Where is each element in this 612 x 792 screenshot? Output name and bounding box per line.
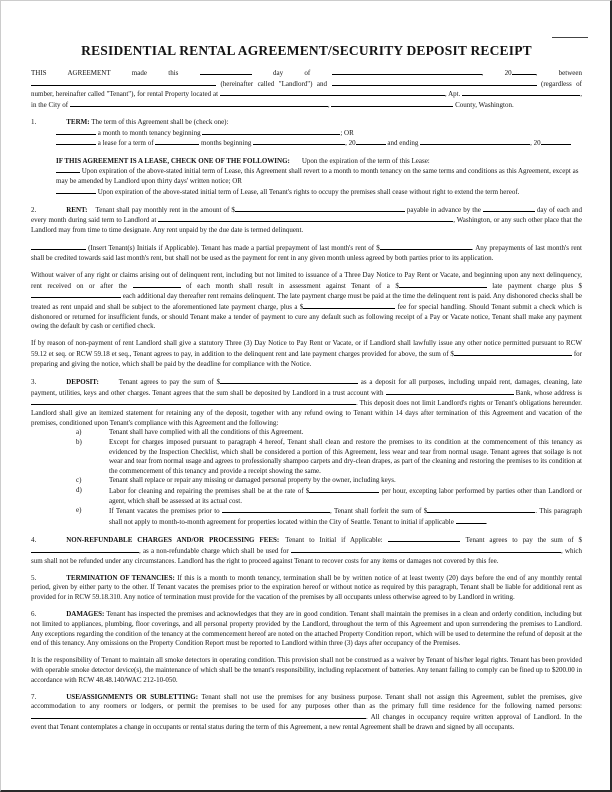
body-text: Bank, whose address is [513,388,582,397]
body-text: late payment charge plus $ [486,281,583,290]
body-text: Upon expiration of the above-stated initial term of Lease, all Tenant's rights to occupy the premises shall cease without right to extend the term hereof. [96,187,520,196]
blank-field [220,377,358,384]
item-letter: e) [76,506,82,515]
lettered-item [31,486,582,506]
item-text [109,428,582,438]
blank-field [56,187,96,194]
blank-field [454,349,572,356]
blank-field [332,79,537,86]
body-text: a month to month tenancy beginning [96,128,203,137]
body-text: Labor for cleaning and repairing the premises shall be at the rate of $ [109,487,310,496]
blank-field [56,166,80,173]
body-text: 5. [31,573,37,582]
document-body [31,68,582,732]
body-text: day of [251,69,332,77]
blank-field [399,281,487,288]
body-text: months beginning [199,139,254,148]
body-text: , in the City of [31,90,582,109]
body-text: Tenant shall pay monthly rent in the amount of $ [95,205,235,214]
blank-field [31,398,356,405]
blank-field [253,138,345,145]
body-text: and ending [385,139,421,148]
item-letter: d) [76,486,82,495]
paragraph [56,187,582,198]
blank-field [420,138,530,145]
blank-field [222,506,330,513]
body-text: Tenant has inspected the premises and acknowledges that they are in good condition. Tenant shall maintain the premises in a clean and orderly condition, including but not limited to appliances, plumbing, floor coverings, and all personal property provided by the Landlord, throughout the term of this Agreement and upon surrendering the premises to Landlord. Any exceptions regarding the condition of the tenancy at the commencement hereof are noted on the attached Property Condition report, which will be used to determine the refund of deposit at the end of this tenancy. Any omissions on the Property Condition Report must be reported to Landlord within three (3) days after occupancy of the Premises. [31,610,582,648]
body-text: . All changes in occupancy require written approval of Landlord. In the event that Tenant contemplates a change in occupants or rental status during the term of this Agreement, a new rental Agreement shall be drawn and signed by all occupants. [31,713,582,731]
scan-artifact-line [552,37,588,38]
item-text [109,476,582,486]
paragraph [56,166,582,186]
heading-text: IF THIS AGREEMENT IS A LEASE, CHECK ONE OF THE FOLLOWING: [56,156,290,165]
body-text: , as a non-refundable charge which shall be used for [139,546,291,555]
heading-text: DEPOSIT: [66,377,99,386]
body-text: If Tenant vacates the premises prior to [109,507,222,516]
paragraph [31,243,582,263]
heading-text: DAMAGES: [66,610,105,619]
body-text: If this is a month to month tenancy, termination shall be by written notice of at least twenty (20) days before the end of any monthly rental period, given by either party to the other. If Tenant vacates the premises prior to the expiration hereof or without notice as required by this paragraph, Tenant shall be liable for additional rent as provided for in RCW 59.18.310. Any notice of termination must provide for the vacation of the premises by all occupants unless otherwise agreed to by Landlord in writing. [31,573,582,602]
body-text: , Apt. [444,90,463,99]
item-letter: c) [76,476,82,485]
item-letter: a) [76,428,82,437]
body-text: per hour, excepting labor performed by parties other than Landlord or agent, which shall be assessed at its actual cost. [109,487,582,505]
body-text: fee for special handling. Should Tenant submit a check which is dishonored or returned for insufficient funds, or should Tenant make a tender of payment to cure any default such as following receipt of a Pay or Vacate notice, Tenant shall make any payment owing the default by cash or certified check. [31,302,582,331]
body-text: . This deposit does not limit Landlord's rights or Tenant's obligations hereunder. Landlord shall give an itemized statement for retaining any of the deposit, together with any refund owing to Tenant within 14 days after termination of this Agreement and vacation of the premises, conditioned upon Tenant's compliance with this Agreement and the following: [31,399,582,427]
item-letter: b) [76,437,82,446]
body-text: Upon the expiration of the term of this Lease: [301,156,430,165]
blank-field [31,243,86,250]
blank-field [158,215,453,222]
blank-field [56,128,96,135]
blank-field [332,68,482,75]
blank-field [133,281,181,288]
paragraph [31,377,582,428]
body-text: 6. [31,610,37,619]
body-text: , Washington, or any such other place that the Landlord may from time to time designate. Any rent unpaid by the due date is termed delinquent. [31,216,582,235]
body-text: , 20 [481,69,512,77]
paragraph [31,693,582,733]
body-text: Without waiver of any right or claims arising out of delinquent rent, including but not limited to issuance of a Three Day Notice to Pay Rent or Vacate, and beginning upon any next delinquency, rent received on or after the [31,271,582,290]
body-text: ; OR [340,128,354,137]
lettered-item [31,476,582,486]
blank-field [356,138,386,145]
heading-text: RENT: [66,205,88,214]
body-text: 3. [31,377,37,386]
blank-field [31,79,216,86]
paragraph [31,68,582,111]
heading-text: USE/ASSIGNMENTS OR SUBLETTING: [66,692,199,701]
body-text: If by reason of non-payment of rent Landlord shall give a statutory Three (3) Day Notice to Pay Rent or Vacate, or if Landlord shall lawfully issue any other notice permitted pursuant to RCW 59.12 et seq. or RCW 59.18 et seq., Tenant agrees to pay, in addition to the delinquent rent and late payment charges provided for above, the sum of $ [31,339,582,359]
body-text: Tenant shall replace or repair any missing or damaged personal property by the owner, including keys. [109,476,396,485]
body-text: (Insert Tenant(s) Initials if Applicable). Tenant has made a partial prepayment of last month's rent of $ [86,244,380,253]
blank-field [456,517,488,527]
blank-field [462,89,580,96]
lettered-item [31,506,582,527]
body-text: payable in advance by the [404,205,483,214]
heading-text: NON-REFUNDABLE CHARGES AND/OR PROCESSING FEES: [66,536,280,545]
blank-field [56,138,96,145]
blank-field [386,388,514,395]
body-text: , [327,100,332,109]
item-text [109,438,582,477]
blank-field [200,68,252,75]
lettered-item [31,428,582,438]
body-text: Except for charges imposed pursuant to paragraph 4 hereof, Tenant shall clean and restore the premises to its condition at the commencement of this tenancy as evidenced by the Inspection Checklist, which shall be considered a portion of this Agreement, less wear and tear from normal usage. Tenant agrees that soilage is not wear and tear from normal usage and agrees to professionally shampoo carpets and dry-clean drapes, as part of the cleaning and restoring the premises to its condition at the commencement of this tenancy and provide a receipt showing the same. [109,437,582,475]
blank-field [541,138,571,145]
body-text: The term of this Agreement shall be (check one): [89,118,229,127]
body-text: Tenant shall not use the premises for any business purpose. Tenant shall not assign this Agreement, sublet the premises, give accommodation to any roomers or lodgers, or permit the premises to be used for any purposes other than as the primary full time residence for the following named persons: [31,692,582,711]
body-text: for preparing and giving the notice, which shall be paid by the deadline for compliance with the Notice. [31,350,582,368]
blank-field [202,128,340,135]
blank-field [31,712,366,719]
heading-text: TERM: [66,118,90,127]
blank-field [70,100,328,107]
body-text: 1. [31,118,37,127]
blank-field [388,535,460,542]
body-text: . Any prepayments of last month's rent shall be credited towards said last month's rent, but shall not be used as the payment for rent in any given month unless agreed by both parties prior to its application. [31,244,582,262]
blank-field [331,100,453,107]
blank-field [155,138,199,145]
body-text: . [485,518,488,527]
blank-field [235,205,405,212]
page-title: RESIDENTIAL RENTAL AGREEMENT/SECURITY DEPOSIT RECEIPT [81,43,532,58]
body-text: Tenant agrees to pay the sum of $ [118,377,221,386]
blank-field [220,89,445,96]
lettered-item [31,438,582,477]
body-text: Tenant to Initial if Applicable: [285,536,388,545]
paragraph [31,574,582,603]
blank-field [427,506,535,513]
blank-field [483,205,535,212]
paragraph [31,339,582,369]
body-text: , between [535,69,582,77]
body-text: , Tenant shall forfeit the sum of $ [329,507,428,516]
body-text: of each month shall result in assessment against Tenant of a $ [180,281,399,290]
paragraph [56,157,582,167]
paragraph [56,138,582,149]
body-text: 7. [31,692,37,701]
body-text: THIS AGREEMENT made this [31,69,200,77]
body-text: (hereinafter called "Landlord") and [216,79,332,88]
blank-field [512,68,536,75]
body-text: . This paragraph shall not apply to month-to-month agreement for properties located within the City of Seattle. Tenant to initial if applicable [109,507,582,527]
body-text: 4. [31,536,37,545]
body-text: a lease for a term of [96,139,156,148]
body-text: Tenant agrees to pay the sum of $ [465,536,582,545]
body-text: County, Washington. [453,100,514,109]
blank-field [31,291,121,298]
blank-field [380,243,472,250]
body-text: Tenant shall have complied with all the conditions of this Agreement. [109,428,304,437]
blank-field [31,546,139,553]
item-text [109,486,582,506]
paragraph [31,535,582,566]
paragraph [56,128,582,139]
body-text: 2. [31,205,37,214]
body-text: each additional day thereafter rent remains delinquent. The late payment charge must be paid at the time the delinquent rent is paid. Any dishonored checks shall be treated as rent unpaid and shall be subject to the aforementioned late payment charge, plus a $ [31,292,582,311]
blank-field [291,546,561,553]
body-text: , 20 [345,139,356,148]
blank-field [309,486,379,493]
paragraph [31,610,582,649]
body-text: Upon expiration of the above-stated initial term of Lease, this Agreement shall revert to a month to month tenancy on the same terms and conditions as this Agreement, except as may be amended by Landlord upon thirty days' written notice; OR [56,167,579,185]
body-text: , which sum shall not be refunded under any circumstances. Landlord has the right to proceed against Tenant to recover costs for any items or damages not covered by this fee. [31,546,582,565]
paragraph [31,656,582,685]
body-text: day of each and every month during said term to Landlord at [31,205,582,225]
item-text [109,506,582,527]
paragraph [31,205,582,236]
body-text: (regardless of number, hereinafter called "Tenant"), for rental Property located at [31,79,582,99]
body-text: as a deposit for all purposes, including unpaid rent, damages, cleaning, late payment, utilities, keys and other charges. Tenant agrees that the sum shall be deposited by Landlord in a trust account with [31,377,582,397]
heading-text: TERMINATION OF TENANCIES: [66,573,175,582]
body-text: , 20 [530,139,541,148]
blank-field [303,302,395,309]
paragraph [31,118,582,128]
paragraph [31,271,582,332]
body-text: It is the responsibility of Tenant to maintain all smoke detectors in operating condition. This provision shall not be construed as a waiver by Tenant of his/her legal rights. Tenant has been provided with operable smoke detector device(s), the maintenance of which shall be the tenant's responsibility, including replacement of batteries. Any tenant failing to comply can be fined up to $200.00 in accordance with RCW 48.48.140/WAC 212-10-050. [31,656,582,684]
